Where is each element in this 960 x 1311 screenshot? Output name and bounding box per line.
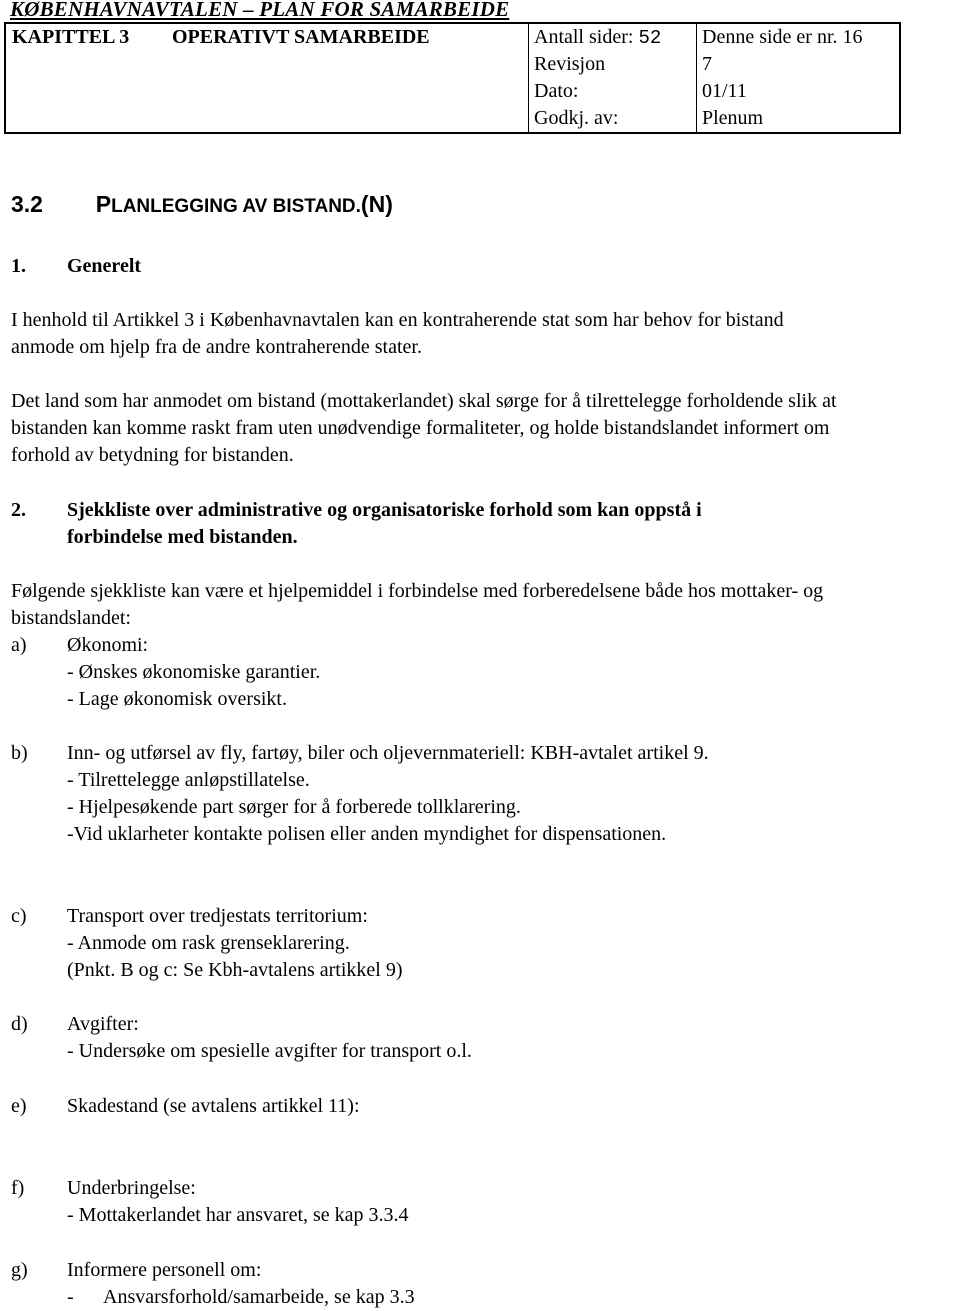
item-c-title: Transport over tredjestats territorium: [67,905,368,927]
document-title: KØBENHAVNAVTALEN – PLAN FOR SAMARBEIDE [10,0,510,21]
item-a-label: a) [11,634,27,656]
heading-2-line: forbindelse med bistanden. [67,526,298,548]
item-f-line: - Mottakerlandet har ansvaret, se kap 3.3.4 [67,1204,409,1226]
item-f-title: Underbringelse: [67,1177,196,1199]
item-b-line: -Vid uklarheter kontakte polisen eller anden myndighet for dispensationen. [67,823,667,845]
item-d-title: Avgifter: [67,1013,139,1035]
header-divider [528,24,529,132]
paragraph-3-line: Følgende sjekkliste kan være et hjelpemiddel i forbindelse med forberedelsene både hos mottaker- og [11,580,824,602]
section-title-first: P [95,191,112,217]
pages-field [534,26,661,49]
item-a-line: - Lage økonomisk oversikt. [67,688,287,710]
pages-value: 52 [638,27,662,49]
page-number-field [702,26,863,49]
chapter-title: OPERATIVT SAMARBEIDE [172,26,430,48]
item-d-label: d) [11,1013,28,1035]
item-a-title: Økonomi: [67,634,149,656]
item-b-title: Inn- og utførsel av fly, fartøy, biler och oljevernmateriell: KBH-avtalet artikel 9. [67,742,709,764]
paragraph-2-line: bistanden kan komme raskt fram uten unødvendige formaliteter, og holde bistandslandet informert om [11,417,830,439]
paragraph-1-line: I henhold til Artikkel 3 i Københavnavtalen kan en kontraherende stat som har behov for bistand [11,309,784,331]
section-number: 3.2 [11,191,43,217]
section-heading [11,191,393,218]
paragraph-3-line: bistandslandet: [11,607,131,629]
item-c-line: (Pnkt. B og c: Se Kbh-avtalens artikkel 9) [67,959,403,981]
date-label: Dato: [534,80,579,102]
date-value: 01/11 [702,80,747,102]
heading-1-text: Generelt [67,255,142,277]
page-number-value: 16 [842,26,863,48]
item-b-label: b) [11,742,28,764]
header-box [4,22,901,134]
heading-2-number: 2. [11,499,26,521]
heading-2-line: Sjekkliste over administrative og organisatoriske forhold som kan oppstå i [67,499,702,521]
item-b-line: - Hjelpesøkende part sørger for å forberede tollklarering. [67,796,521,818]
approved-value: Plenum [702,107,764,129]
chapter-label: KAPITTEL 3 [12,26,130,48]
item-e-title: Skadestand (se avtalens artikkel 11): [67,1095,360,1117]
paragraph-2-line: forhold av betydning for bistanden. [11,444,294,466]
approved-label: Godkj. av: [534,107,619,129]
paragraph-1-line: anmode om hjelp fra de andre kontraherende stater. [11,336,422,358]
revision-label: Revisjon [534,53,606,75]
item-f-label: f) [11,1177,25,1199]
item-g-line: Ansvarsforhold/samarbeide, se kap 3.3 [103,1286,415,1308]
item-a-line: - Ønskes økonomiske garantier. [67,661,321,683]
header-divider [696,24,697,132]
heading-1-number: 1. [11,255,26,277]
item-c-line: - Anmode om rask grenseklarering. [67,932,350,954]
item-e-label: e) [11,1095,27,1117]
section-title-rest: LANLEGGING AV BISTAND. [111,196,361,217]
revision-value: 7 [702,53,712,75]
item-g-title: Informere personell om: [67,1259,262,1281]
page-number-label: Denne side er nr. [702,26,838,48]
item-b-line: - Tilrettelegge anløpstillatelse. [67,769,310,791]
paragraph-2-line: Det land som har anmodet om bistand (mottakerlandet) skal sørge for å tilrettelegge forholdende slik at [11,390,837,412]
section-title-suffix: (N) [360,191,393,217]
item-g-dash: - [67,1286,74,1308]
item-c-label: c) [11,905,27,927]
pages-label: Antall sider: [534,26,634,48]
item-d-line: - Undersøke om spesielle avgifter for transport o.l. [67,1040,472,1062]
item-g-label: g) [11,1259,28,1281]
